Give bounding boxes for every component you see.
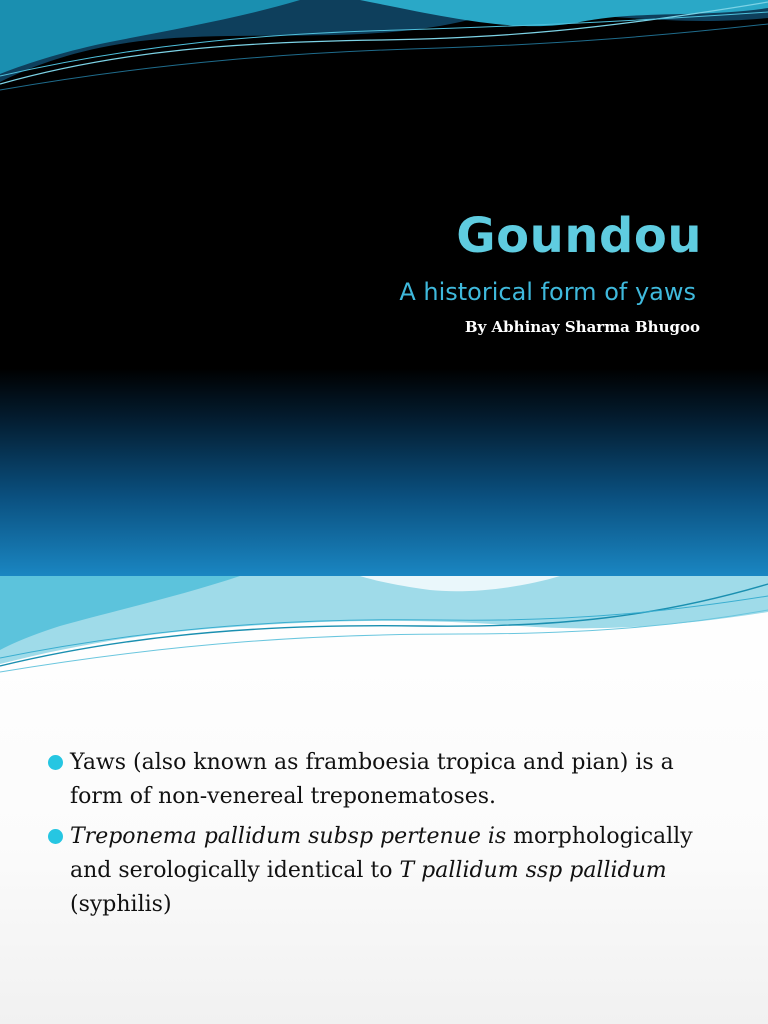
slide-subtitle: A historical form of yaws [399,278,696,306]
bullet-segment: Yaws (also known as framboesia tropica and pian) is a form of non-venereal treponematoses. [70,750,674,809]
bullet-segment: morphologically and serologically identical to [70,824,693,883]
bullet-marker-icon [48,829,63,844]
bullet-marker-icon [48,755,63,770]
wave-decoration-top [0,0,768,110]
bullet-segment: (syphilis) [70,892,172,917]
bullet-text [70,824,693,917]
slide-author: By Abhinay Sharma Bhugoo [464,318,700,336]
bullet-segment-italic: Treponema pallidum subsp pertenue is [70,824,507,849]
bullet-list [48,746,728,928]
content-slide [0,576,768,1024]
wave-decoration-top [0,576,768,676]
bullet-item [48,820,728,922]
bullet-item [48,746,728,814]
slide-title: Goundou [456,208,702,264]
bullet-segment-italic: T pallidum ssp pallidum [399,858,667,883]
bullet-text [70,750,674,809]
